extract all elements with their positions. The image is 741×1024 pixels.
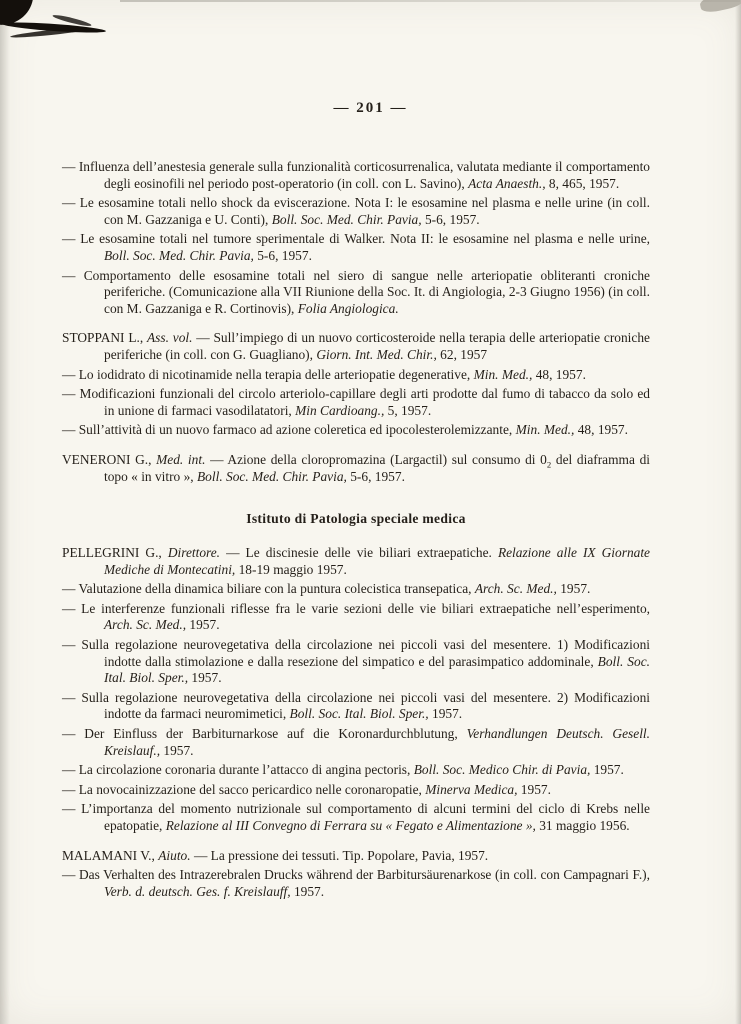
entry-text: 1957. — [556, 581, 591, 597]
author-entry — [62, 330, 650, 363]
entry-text: — Azione della cloropromazina (Largactil) sul consumo di 0 — [205, 451, 547, 467]
bibliography-entry — [62, 581, 650, 598]
entry-italic-text: Boll. Soc. Med. Chir. Pavia, — [271, 211, 422, 227]
entry-italic-text: Giorn. Int. Med. Chir., — [316, 346, 437, 362]
entry-text: 31 maggio 1956. — [535, 818, 630, 833]
entry-text: 5-6, 1957. — [421, 211, 480, 227]
entry-text: 5-6, 1957. — [346, 468, 405, 484]
entry-text: 48, 1957. — [532, 366, 586, 382]
entry-italic-text: Minerva Medica, — [425, 781, 518, 797]
entry-text: 1957. — [290, 883, 325, 899]
entry-text: 5-6, 1957. — [253, 247, 312, 263]
bibliography-entry — [62, 782, 650, 799]
entry-italic-text: Boll. Soc. Med. Chir. Pavia, — [104, 247, 254, 263]
entry-text: — Le discinesie delle vie biliari extraepatiche. — [220, 545, 498, 561]
entry-text: — Sull’attività di un nuovo farmaco ad azione coleretica ed ipocolesterolemizzante, — [62, 422, 516, 438]
entry-italic-text: Min. Med., — [473, 366, 533, 382]
entry-text: — Der Einfluss der Barbiturnarkose auf die Koronardurchblutung, — [62, 726, 467, 742]
entry-text: — Influenza dell’anestesia generale sulla funzionalità corticosurrenalica, valutata mediante il comportamento degli eosinofili nel periodo post-operatorio (in coll. con L. Savino), — [62, 159, 650, 191]
entry-italic-text: Arch. Sc. Med., — [474, 581, 557, 597]
entry-text: PELLEGRINI G., — [62, 545, 168, 561]
bibliography-entry — [62, 867, 650, 900]
entry-italic-text: Direttore. — [167, 545, 221, 561]
entry-italic-text: Verb. d. deutsch. Ges. f. Kreislauff, — [104, 883, 291, 899]
bibliography-entry — [62, 762, 650, 779]
entry-text: — Le esosamine totali nello shock da eviscerazione. Nota I: le esosamine nel plasma e nelle urine (in coll. con M. Gazzaniga e U. Conti), — [62, 195, 650, 227]
entry-text: — Sull’impiego di un nuovo corticosteroide nella terapia delle arteriopatie croniche periferiche (in coll. con G. Guagliano), — [104, 330, 650, 362]
entry-italic-text: Arch. Sc. Med., — [104, 617, 187, 633]
scan-edge-shadow-left — [0, 0, 10, 1024]
entry-italic-text: Relazione alle IX Giornate Mediche di Montecatini, — [104, 545, 650, 577]
entry-text: 1957. — [428, 706, 463, 722]
bibliography-entry — [62, 601, 650, 634]
entry-text: 1957. — [517, 781, 551, 797]
author-entry — [62, 452, 650, 485]
entry-text: — Modificazioni funzionali del circolo arteriolo-capillare degli arti prodotte dal fumo di tabacco da solo ed in unione di farmaci vasodilatatori, — [62, 386, 650, 418]
entry-italic-text: Boll. Soc. Ital. Biol. Sper., — [289, 706, 429, 722]
entry-text: — Lo iodidrato di nicotinamide nella terapia delle arteriopatie degenerative, — [62, 366, 474, 382]
entry-text: — La pressione dei tessuti. Tip. Popolare, Pavia, 1957. — [190, 847, 489, 863]
entry-text: 62, 1957 — [436, 346, 488, 362]
bibliography-entry — [62, 367, 650, 384]
entry-text: 8, 465, 1957. — [545, 175, 620, 191]
bibliography-entry — [62, 422, 650, 439]
entry-text: — Sulla regolazione neurovegetativa della circolazione nei piccoli vasi del mesentere. 2) Modificazioni indotte da farmaci neuromimetici, — [62, 689, 650, 722]
bibliography-entry — [62, 195, 650, 228]
entry-italic-text: Aiuto. — [158, 847, 191, 863]
entry-italic-text: Relazione al III Convegno di Ferrara su « Fegato e Alimentazione », — [165, 818, 536, 833]
bibliography-entry — [62, 726, 650, 759]
entry-text: 18-19 maggio 1957. — [235, 561, 347, 577]
entry-italic-text: Med. int. — [156, 451, 206, 467]
bibliography-entry — [62, 801, 650, 834]
entry-italic-text: Min Cardioang., — [295, 402, 385, 418]
author-entry — [62, 848, 650, 865]
entry-text: — Le esosamine totali nel tumore sperimentale di Walker. Nota II: le esosamine nel plasma e nelle urine, — [62, 231, 650, 247]
entry-italic-text: Boll. Soc. Medico Chir. di Pavia, — [413, 762, 591, 778]
page-number: — 201 — — [333, 100, 408, 116]
entry-text: VENERONI G., — [62, 451, 157, 467]
entry-italic-text: Acta Anaesth., — [468, 175, 546, 191]
entry-subscript: 2 — [546, 459, 552, 470]
bibliography — [62, 159, 650, 900]
bibliography-entry — [62, 637, 650, 687]
entry-text: — Valutazione della dinamica biliare con la puntura colecistica transepatica, — [62, 581, 475, 597]
entry-text: 1957. — [160, 742, 194, 758]
entry-text: STOPPANI L., — [62, 330, 147, 346]
entry-italic-text: Min. Med., — [515, 422, 575, 438]
author-entry — [62, 545, 650, 578]
scan-edge-shadow-right — [735, 0, 741, 1024]
entry-text: 48, 1957. — [574, 422, 628, 438]
bibliography-entry — [62, 386, 650, 419]
bibliography-entry — [62, 159, 650, 192]
entry-text: — La circolazione coronaria durante l’attacco di angina pectoris, — [62, 762, 414, 778]
entry-text: 5, 1957. — [384, 402, 432, 418]
bibliography-entry — [62, 231, 650, 264]
entry-text: — L’importanza del momento nutrizionale sul comportamento di alcuni termini del ciclo di Krebs nelle epatopatie, — [62, 801, 650, 833]
entry-text: — Sulla regolazione neurovegetativa della circolazione nei piccoli vasi del mesentere. 1) Modificazioni indotte dalla stimolazione e dalla resezione del simpatico e del parasimpatico addominale, — [62, 637, 650, 669]
entry-text: — Comportamento delle esosamine totali nel siero di sangue nelle arteriopatie obliteranti croniche periferiche. (Comunicazione alla VII Riunione della Soc. It. di Angiologia, 2-3 Giugno 1956) (in coll. con M. Gazzaniga e R. Cortinovis), — [62, 267, 650, 316]
entry-italic-text: Folia Angiologica. — [297, 300, 399, 316]
entry-text: 1957. — [186, 617, 220, 633]
entry-text: del diaframma di topo « in vitro », — [104, 451, 650, 484]
entry-italic-text: Boll. Soc. Med. Chir. Pavia, — [197, 468, 347, 484]
bibliography-entry — [62, 690, 650, 723]
section-heading: Istituto di Patologia speciale medica — [246, 511, 466, 527]
entry-text: — Le interferenze funzionali riflesse fra le varie sezioni delle vie biliari extraepatiche nell’esperimento, — [62, 600, 650, 616]
entry-text: MALAMANI V., — [62, 847, 159, 863]
entry-italic-text: Verhandlungen Deutsch. Gesell. Kreislauf., — [104, 726, 650, 758]
entry-text: 1957. — [590, 762, 624, 778]
entry-italic-text: Boll. Soc. Ital. Biol. Sper., — [104, 653, 650, 686]
entry-italic-text: Ass. vol. — [147, 330, 193, 346]
bibliography-entry — [62, 268, 650, 318]
entry-text: 1957. — [188, 670, 222, 686]
entry-text: — La novocainizzazione del sacco pericardico nelle coronaropatie, — [62, 781, 426, 797]
entry-text: — Das Verhalten des Intrazerebralen Drucks während der Barbitursäurenarkose (in coll. con Campagnari F.), — [62, 867, 650, 883]
